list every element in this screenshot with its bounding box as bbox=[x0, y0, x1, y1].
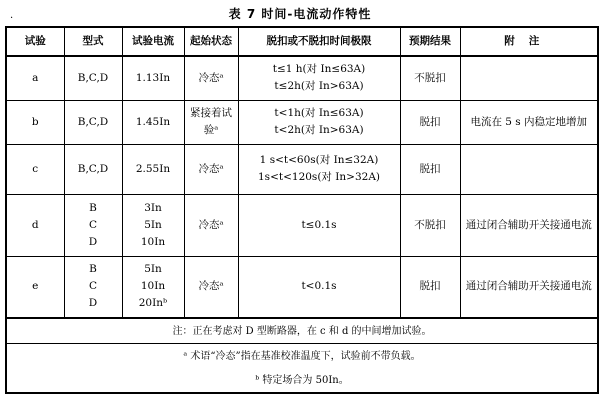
footnote-row bbox=[6, 368, 598, 393]
cell-type-line: B bbox=[89, 263, 97, 276]
cell-current-line: 3In bbox=[144, 201, 162, 214]
footnote-row bbox=[6, 344, 598, 369]
cell-limit bbox=[238, 100, 400, 144]
cell-current-line: 10In bbox=[140, 235, 166, 248]
cell-result: 脱扣 bbox=[400, 144, 460, 194]
cell-notes: 通过闭合辅助开关接通电流 bbox=[460, 256, 598, 318]
cell-type-line: B,C,D bbox=[77, 162, 109, 175]
cell-notes bbox=[460, 56, 598, 100]
cell-notes: 通过闭合辅助开关接通电流 bbox=[460, 194, 598, 256]
footnote-b: ᵇ 特定场合为 50In。 bbox=[6, 368, 598, 393]
cell-type bbox=[64, 56, 122, 100]
cell-limit-line: 1s<t<120s(对 In>32A) bbox=[258, 171, 380, 183]
cell-limit-line: t≤2h(对 In>63A) bbox=[274, 80, 364, 93]
cell-result: 不脱扣 bbox=[400, 56, 460, 100]
footnote-a: ᵃ 术语“冷态”指在基准校准温度下，试验前不带负载。 bbox=[6, 344, 598, 369]
cell-type bbox=[64, 194, 122, 256]
cell-limit bbox=[238, 194, 400, 256]
cell-initial: 冷态ᵃ bbox=[184, 194, 238, 256]
header-type: 型式 bbox=[64, 27, 122, 56]
cell-notes bbox=[460, 144, 598, 194]
header-row bbox=[6, 27, 598, 56]
cell-type bbox=[64, 256, 122, 318]
table-row bbox=[6, 194, 598, 256]
table-row bbox=[6, 56, 598, 100]
cell-type bbox=[64, 144, 122, 194]
cell-type-line: C bbox=[88, 280, 98, 293]
header-notes: 附注 bbox=[460, 27, 598, 56]
cell-limit-line: t≤0.1s bbox=[301, 218, 337, 231]
cell-test: d bbox=[6, 194, 64, 256]
cell-current-line: 10In bbox=[140, 280, 166, 293]
cell-test: b bbox=[6, 100, 64, 144]
cell-current-line: 5In bbox=[144, 218, 162, 231]
table-title: 表 7 时间-电流动作特性 bbox=[228, 7, 372, 21]
cell-current-line: 1.13In bbox=[135, 71, 171, 84]
cell-result: 脱扣 bbox=[400, 256, 460, 318]
cell-test: a bbox=[6, 56, 64, 100]
header-result: 预期结果 bbox=[400, 27, 460, 56]
time-current-table bbox=[5, 26, 599, 394]
cell-test: c bbox=[6, 144, 64, 194]
cell-result: 不脱扣 bbox=[400, 194, 460, 256]
cell-current-line: 5In bbox=[144, 263, 162, 276]
cell-type-line: B bbox=[89, 201, 97, 214]
cell-type-line: D bbox=[88, 297, 98, 310]
header-test: 试验 bbox=[6, 27, 64, 56]
page-marker: . bbox=[10, 10, 14, 21]
cell-initial: 冷态ᵃ bbox=[184, 256, 238, 318]
footnote-row bbox=[6, 318, 598, 344]
cell-limit bbox=[238, 256, 400, 318]
footnote-note: 注：正在考虑对 D 型断路器，在 c 和 d 的中间增加试验。 bbox=[6, 318, 598, 344]
cell-limit-line: t<2h(对 In>63A) bbox=[274, 124, 364, 136]
cell-initial: 紧接着试验ᵃ bbox=[184, 100, 238, 144]
header-initial: 起始状态 bbox=[184, 27, 238, 56]
cell-type-line: B,C,D bbox=[77, 71, 109, 84]
cell-type bbox=[64, 100, 122, 144]
cell-current bbox=[122, 100, 184, 144]
cell-initial: 冷态ᵃ bbox=[184, 144, 238, 194]
cell-type-line: B,C,D bbox=[77, 115, 109, 128]
cell-type-line: D bbox=[88, 235, 98, 248]
cell-limit-line: t<0.1s bbox=[301, 280, 337, 293]
cell-result: 脱扣 bbox=[400, 100, 460, 144]
cell-limit-line: 1 s<t<60s(对 In≤32A) bbox=[259, 154, 379, 166]
cell-current bbox=[122, 256, 184, 318]
cell-current-line: 2.55In bbox=[135, 162, 171, 175]
cell-test: e bbox=[6, 256, 64, 318]
cell-current-line: 1.45In bbox=[135, 115, 171, 128]
cell-initial: 冷态ᵃ bbox=[184, 56, 238, 100]
cell-current-line: 20Inᵇ bbox=[138, 297, 168, 310]
cell-limit bbox=[238, 144, 400, 194]
table-row bbox=[6, 256, 598, 318]
cell-current bbox=[122, 194, 184, 256]
cell-limit-line: t≤1 h(对 In≤63A) bbox=[272, 63, 366, 76]
header-current: 试验电流 bbox=[122, 27, 184, 56]
cell-type-line: C bbox=[88, 218, 98, 231]
table-row bbox=[6, 144, 598, 194]
cell-current bbox=[122, 56, 184, 100]
table-row bbox=[6, 100, 598, 144]
header-limit: 脱扣或不脱扣时间极限 bbox=[238, 27, 400, 56]
cell-notes: 电流在 5 s 内稳定地增加 bbox=[460, 100, 598, 144]
cell-limit bbox=[238, 56, 400, 100]
cell-limit-line: t<1h(对 In≤63A) bbox=[274, 107, 364, 119]
cell-current bbox=[122, 144, 184, 194]
